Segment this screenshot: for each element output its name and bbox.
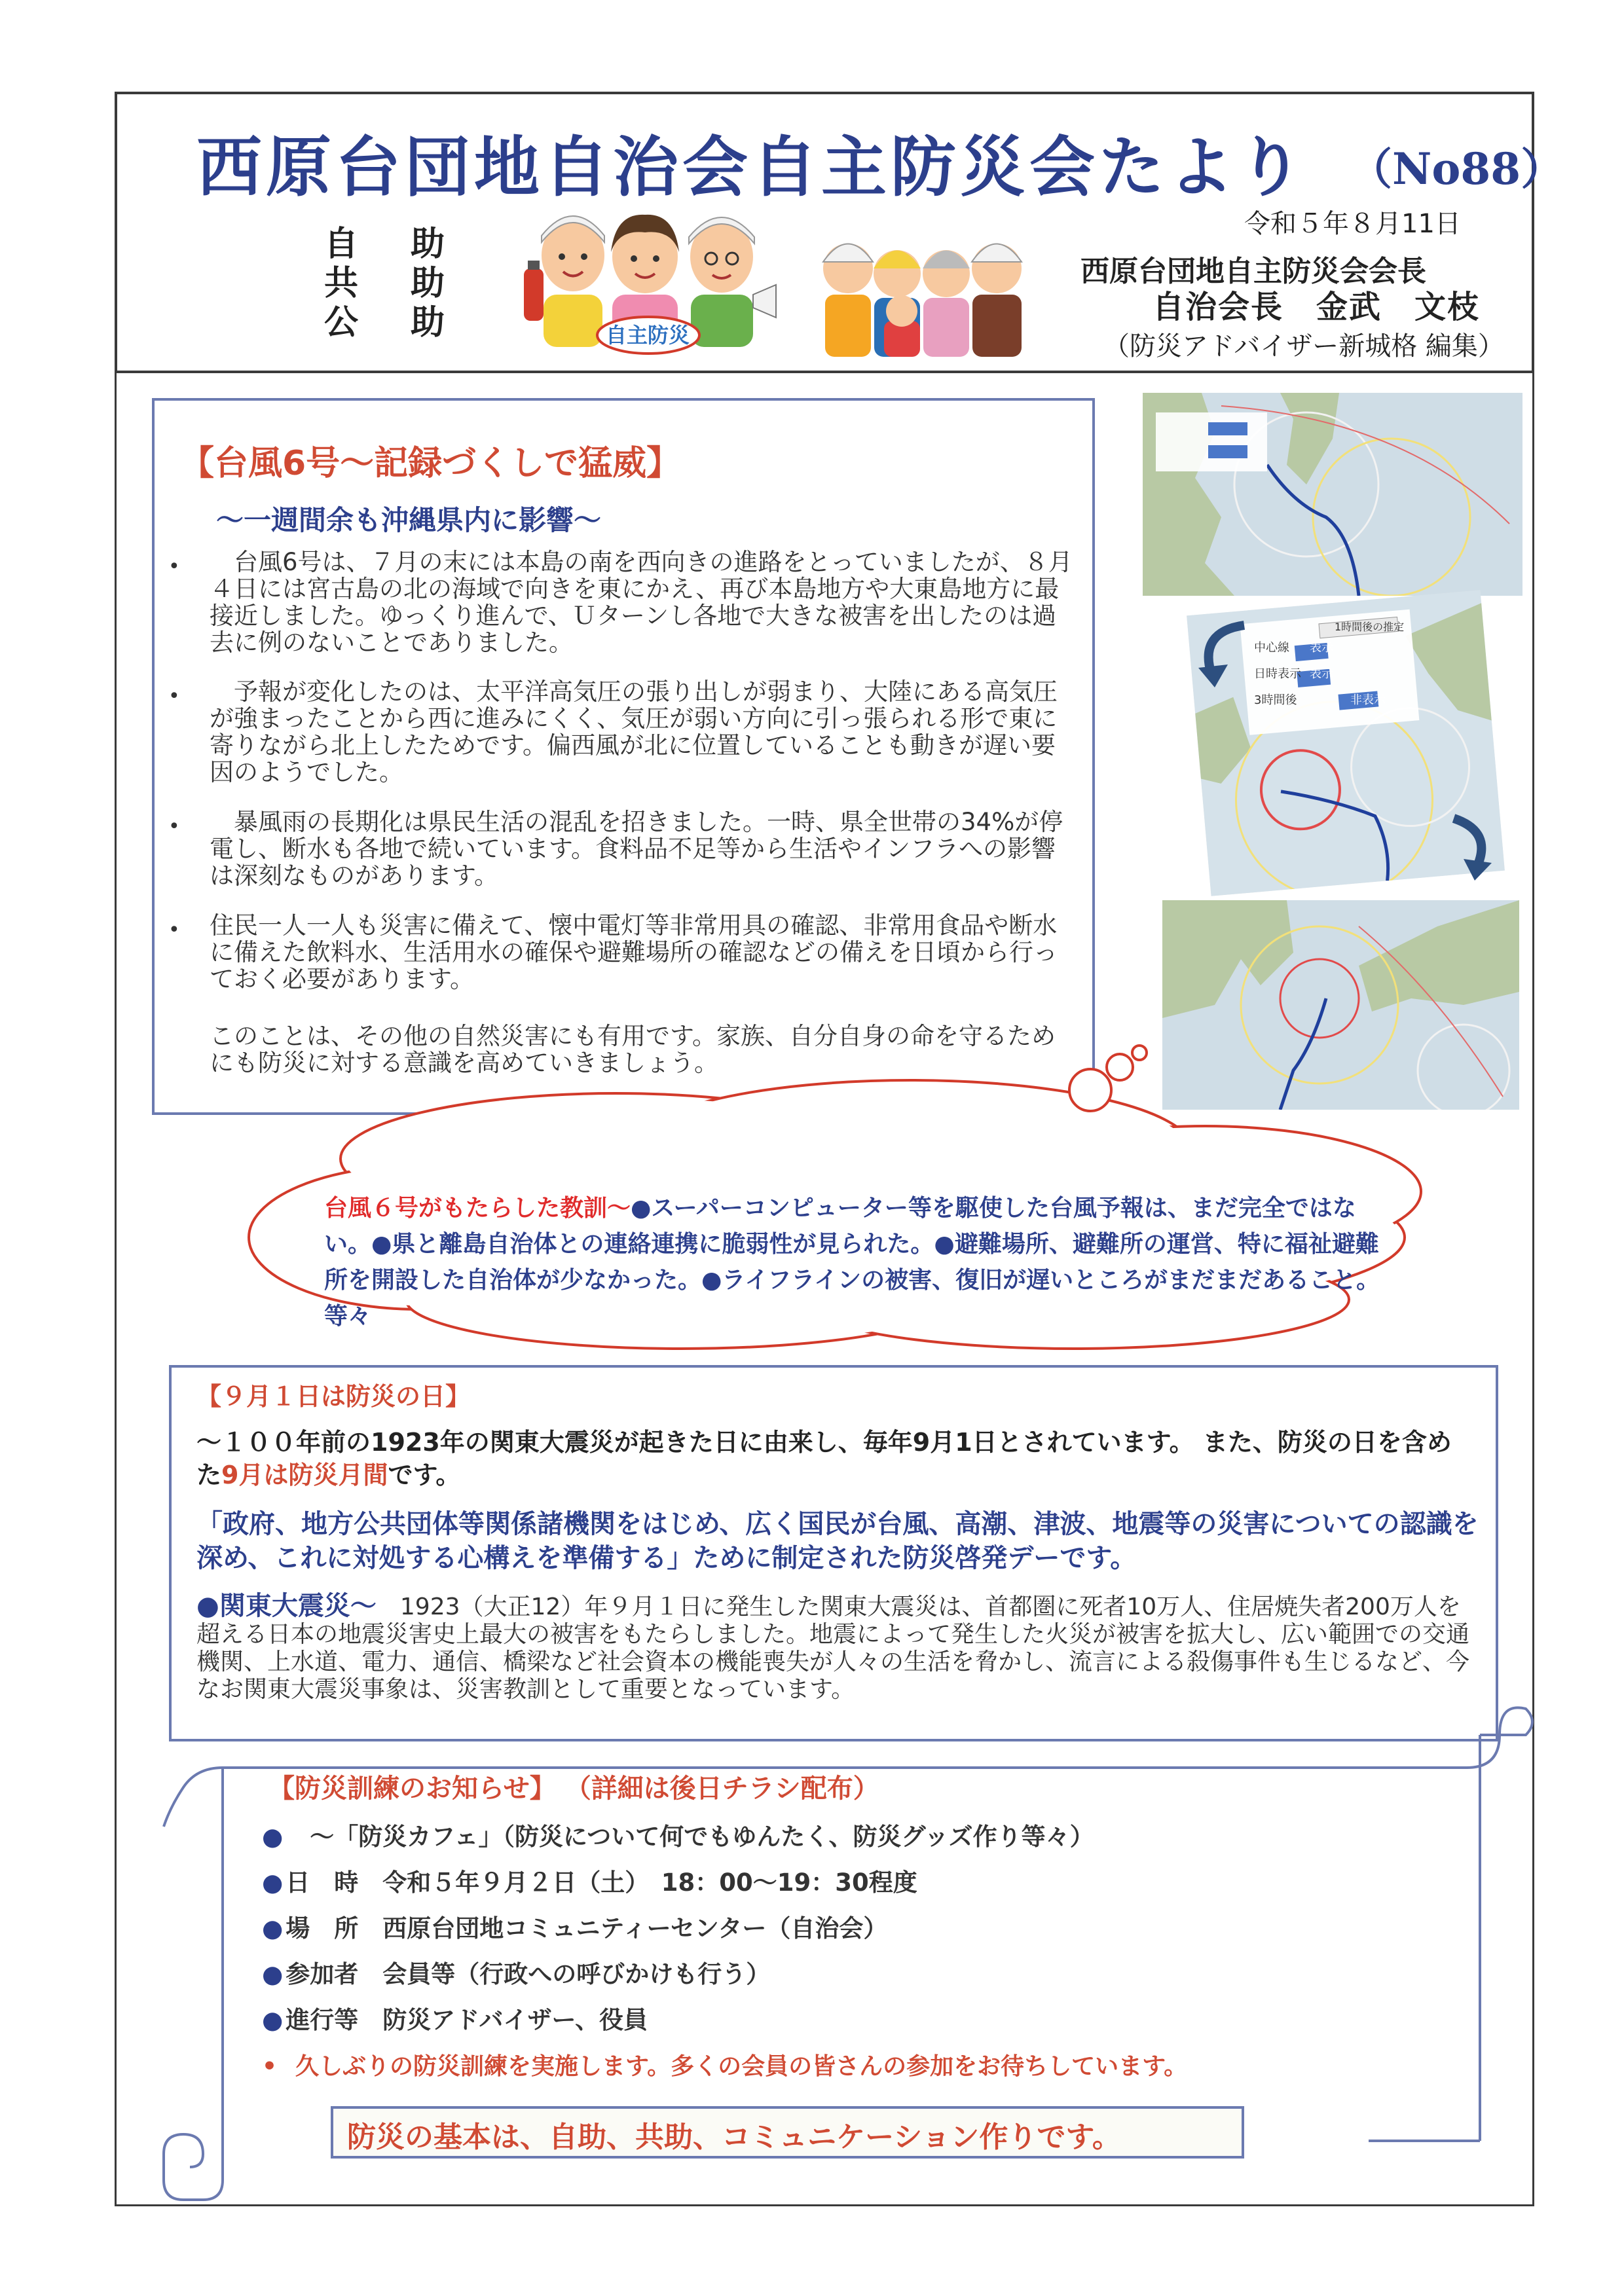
training-note xyxy=(262,2048,1187,2081)
training-item-text: 日 時 令和５年９月２日（土） 18：00～19：30程度 xyxy=(286,1868,917,1897)
training-item-date xyxy=(262,1863,917,1898)
typhoon-paragraph: 台風6号は、７月の末には本島の南を西向きの進路をとっていましたが、８月４日には宮古島の北の海域で向きを東にかえ、再び本島地方や大東島地方に最接近しました。ゆっくり進んで、Ｕターンし各地で大きな被害を出したのは過去に例のないことでありました。 xyxy=(210,548,1073,657)
disaster-day-intro xyxy=(196,1426,1473,1491)
intro-text: ～１００年前の1923年の関東大震災が起きた日に由来し、毎年9月1日とされています。 また、防災の日を含めた xyxy=(196,1428,1452,1489)
typhoon-article-title: 【台風6号～記録づくしで猛威】 xyxy=(180,444,681,483)
typhoon-paragraph: 住民一人一人も災害に備えて、懐中電灯等非常用具の確認、非常用食品や断水に備えた飲料水、生活用水の確保や避難場所の確認などの備えを日頃から行っておく必要があります。 xyxy=(210,911,1058,993)
typhoon-paragraph: このことは、その他の自然災害にも有用です。家族、自分自身の命を守るためにも防災に対する意識を高めていきましょう。 xyxy=(210,1022,1056,1077)
training-notice-title: 【防災訓練のお知らせ】 （詳細は後日チラシ配布） xyxy=(268,1774,879,1804)
intro-highlight: 9月は防災月間 xyxy=(221,1461,388,1489)
curved-arrow-icon xyxy=(1192,619,1257,691)
bullet-mark: • xyxy=(168,685,180,708)
map-panel-label: 非表示 xyxy=(1350,693,1386,707)
training-item-cafe xyxy=(262,1817,1094,1852)
training-item-participants xyxy=(262,1954,770,1990)
curved-arrow-icon xyxy=(1434,812,1500,884)
map-panel-label: 日時表示 xyxy=(1254,667,1301,681)
training-item-text: ～「防災カフェ」（防災について何でもゆんたく、防災グッズ作り等々） xyxy=(286,1823,1094,1851)
bullet-mark: • xyxy=(168,815,180,838)
typhoon-paragraph: 予報が変化したのは、太平洋高気圧の張り出しが弱まり、大陸にある高気圧が強まったことから西に進みにくく、気圧が弱い方向に引っ張られる形で東に寄りながら北上したためです。偏西風が北に位置していることも動きが遅い要因のようでした。 xyxy=(210,678,1058,786)
bullet-mark: ● xyxy=(262,1823,284,1851)
bullet-mark: • xyxy=(168,555,180,578)
training-item-text: 参加者 会員等（行政への呼びかけも行う） xyxy=(286,1960,771,1988)
map-panel-label: 1時間後の推定 xyxy=(1335,621,1405,633)
kanto-heading: ●関東大震災～ xyxy=(196,1591,377,1621)
training-item-text: 進行等 防災アドバイザー、役員 xyxy=(286,2006,648,2034)
intro-end: です。 xyxy=(388,1461,461,1489)
organization-name: 西原台団地自主防災会会長 xyxy=(1080,255,1426,288)
training-item-text: 場 所 西原台団地コミュニティーセンター（自治会） xyxy=(286,1914,888,1942)
disaster-day-quote: 「政府、地方公共団体等関係諸機関をはじめ、広く国民が台風、高潮、津波、地震等の災害についての認識を深め、これに対処する心構えを準備する」ために制定された防災啓発デーです。 xyxy=(196,1509,1479,1573)
lesson-body: ●スーパーコンピューター等を駆使した台風予報は、まだ完全ではない。●県と離島自治体との連絡連携に脆弱性が見られた。●避難場所、避難所の運営、特に福祉避難所を開設した自治体が少なかった。●ライフラインの被害、復旧が遅いところがまだまだあること。等々 xyxy=(324,1195,1380,1330)
typhoon-article-subtitle: ～一週間余も沖縄県内に影響～ xyxy=(216,504,602,536)
map-panel-label: 表示 xyxy=(1310,641,1333,655)
bullet-mark: • xyxy=(168,919,180,941)
map-panel-label: 3時間後 xyxy=(1254,693,1297,707)
bullet-mark: • xyxy=(262,2053,278,2080)
training-item-place xyxy=(262,1908,887,1944)
training-note-text: 久しぶりの防災訓練を実施します。多くの会員の皆さんの参加をお待ちしています。 xyxy=(295,2053,1188,2080)
disaster-day-title: 【９月１日は防災の日】 xyxy=(196,1382,471,1411)
editor-credit: （防災アドバイザー新城格 編集） xyxy=(1103,331,1504,361)
kyojo-label: 共助 xyxy=(324,264,498,303)
bullet-mark: ● xyxy=(262,1960,284,1988)
typhoon-paragraph: 暴風雨の長期化は県民生活の混乱を招きました。一時、県全世帯の34%が停電し、断水も各地で続いています。食料品不足等から生活やインフラへの影響は深刻なものがあります。 xyxy=(210,808,1063,890)
newsletter-title: 西原台団地自治会自主防災会たより xyxy=(196,129,1307,206)
jijo-label: 自助 xyxy=(324,225,498,264)
map-panel-label: 表示 xyxy=(1310,667,1333,681)
jishu-bosai-badge: 自主防災 xyxy=(606,323,690,348)
issue-number: （No88） xyxy=(1349,143,1564,194)
motto-text: 防災の基本は、自助、共助、コミュニケーション作りです。 xyxy=(347,2121,1121,2154)
training-item-facilitators xyxy=(262,2000,648,2035)
bullet-mark: ● xyxy=(262,1868,284,1897)
lesson-heading: 台風６号がもたらした教訓～ xyxy=(324,1195,631,1222)
bullet-mark: ● xyxy=(262,2006,284,2034)
map-panel-label: 中心線 xyxy=(1254,641,1289,655)
kojo-label: 公助 xyxy=(324,303,498,342)
bullet-mark: ● xyxy=(262,1914,284,1942)
kanto-body: 1923（大正12）年９月１日に発生した関東大震災は、首都圏に死者10万人、住居焼失者200万人を超える日本の地震災害史上最大の被害をもたらしました。地震によって発生した火災が被害を拡大し、広い範囲での交通機関、上水道、電力、通信、橋梁など社会資本の機能喪失が人々の生活を脅かし、流言による殺傷事件も生じるなど、今なお関東大震災事象は、災害教訓として重要となっています。 xyxy=(196,1594,1470,1703)
kanto-earthquake-text xyxy=(196,1592,1473,1704)
lesson-text xyxy=(324,1190,1385,1334)
chairperson: 自治会長 金武 文枝 xyxy=(1153,289,1481,325)
family-illustration xyxy=(819,223,1028,360)
issue-date: 令和５年８月11日 xyxy=(1244,209,1461,239)
typhoon-track-map-1 xyxy=(1143,393,1522,596)
